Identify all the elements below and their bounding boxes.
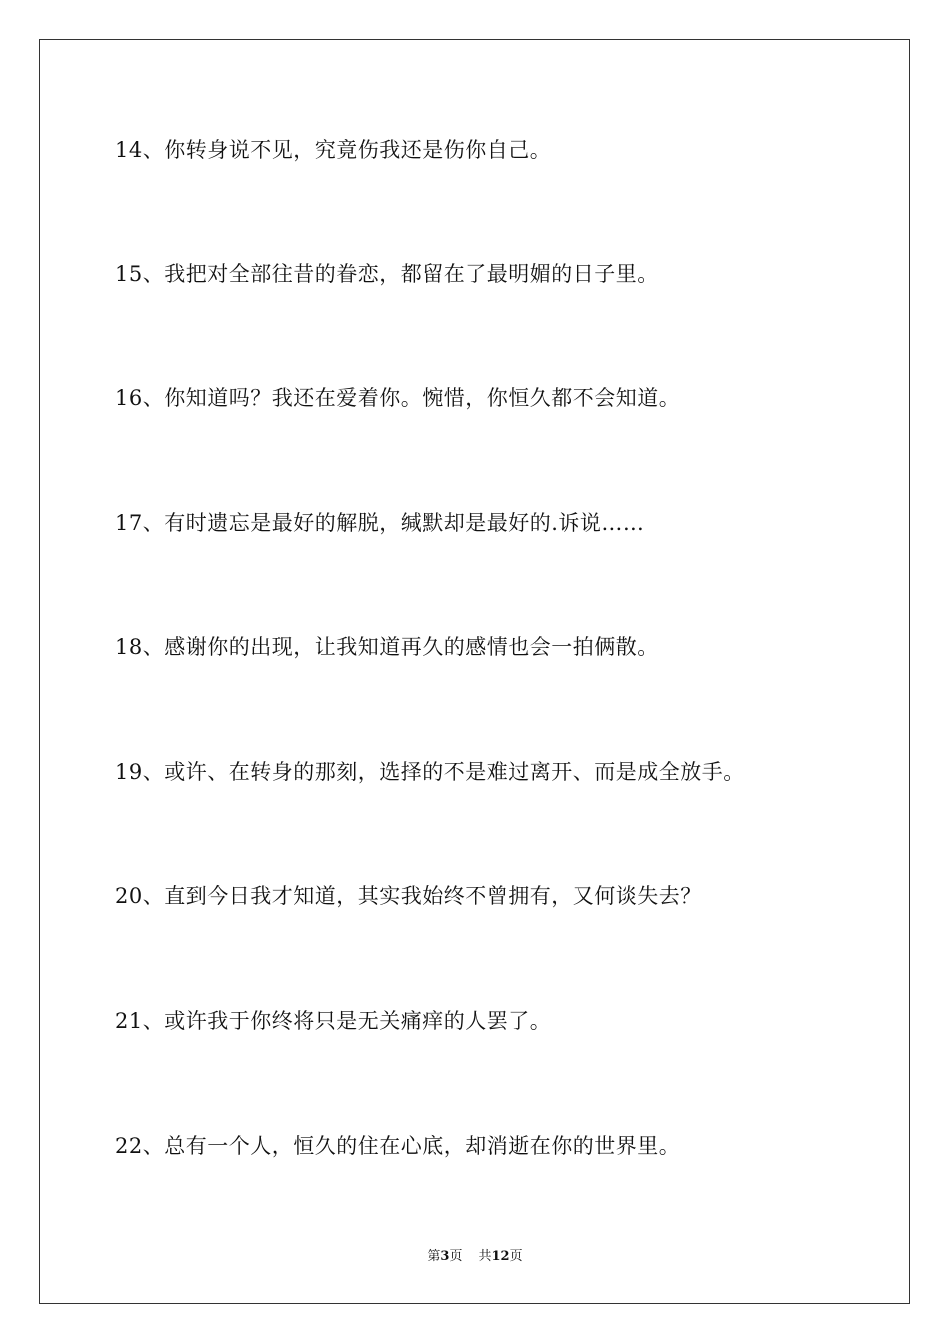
quote-line-19: 19、或许、在转身的那刻，选择的不是难过离开、而是成全放手。 (115, 760, 745, 784)
quote-line-14: 14、你转身说不见，究竟伤我还是伤你自己。 (115, 138, 552, 162)
quote-line-15: 15、我把对全部往昔的眷恋，都留在了最明媚的日子里。 (115, 262, 659, 286)
page-number: 第3页 (427, 1249, 463, 1264)
quote-line-16: 16、你知道吗？我还在爱着你。惋惜，你恒久都不会知道。 (115, 386, 681, 410)
page-footer (0, 1248, 950, 1266)
quote-line-18: 18、感谢你的出现，让我知道再久的感情也会一拍俩散。 (115, 635, 659, 659)
total-pages: 共12页 (478, 1249, 523, 1264)
quote-line-22: 22、总有一个人，恒久的住在心底，却消逝在你的世界里。 (115, 1134, 681, 1158)
page-border (39, 39, 910, 1304)
quote-line-21: 21、或许我于你终将只是无关痛痒的人罢了。 (115, 1009, 552, 1033)
quote-line-17: 17、有时遗忘是最好的解脱，缄默却是最好的.诉说…… (115, 511, 645, 535)
quote-line-20: 20、直到今日我才知道，其实我始终不曾拥有，又何谈失去？ (115, 884, 702, 908)
